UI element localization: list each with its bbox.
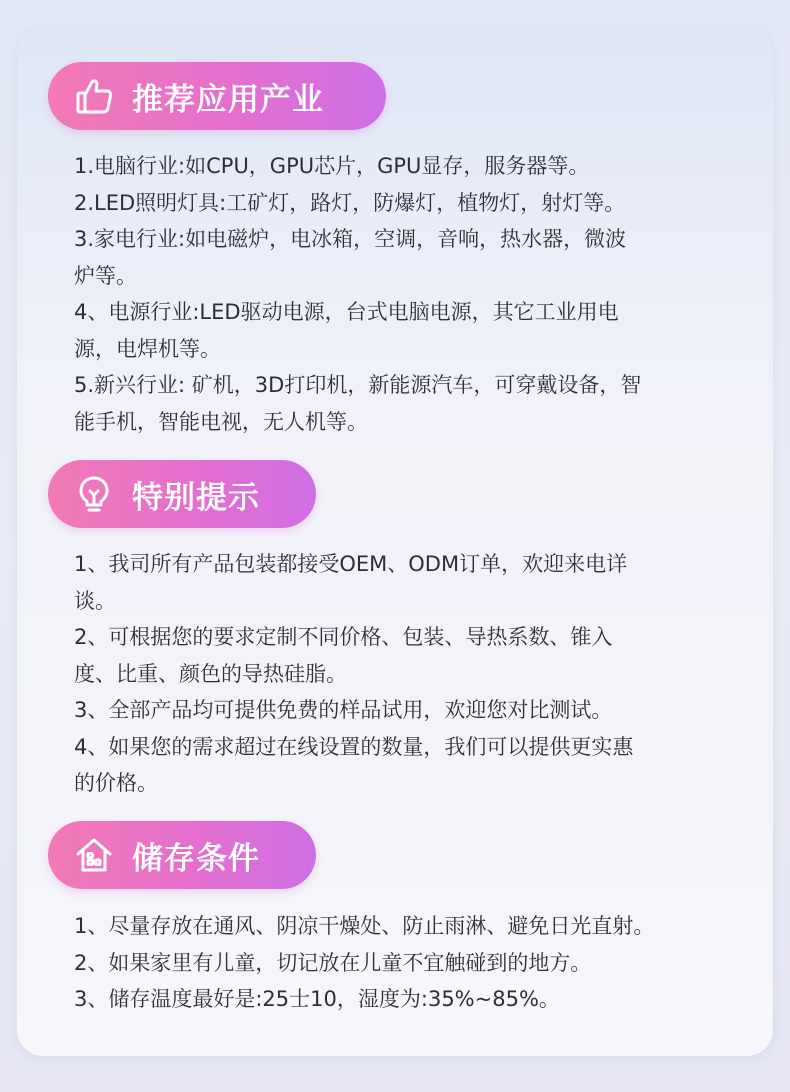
list-item: 源，电焊机等。 — [74, 336, 221, 361]
list-item: 3、全部产品均可提供免费的样品试用，欢迎您对比测试。 — [74, 698, 613, 722]
section-body — [74, 908, 744, 1018]
list-item: 3.家电行业:如电磁炉，电冰箱，空调，音响，热水器，微波 — [74, 227, 627, 251]
section-header-storage — [48, 821, 316, 889]
content-card — [17, 28, 773, 1056]
list-item: 炉等。 — [74, 263, 137, 288]
section-title: 推荐应用产业 — [132, 81, 324, 118]
list-item: 1、我司所有产品包装都接受OEM、ODM订单，欢迎来电详 — [74, 552, 628, 576]
list-item: 4、如果您的需求超过在线设置的数量，我们可以提供更实惠 — [74, 734, 634, 759]
list-item: 5.新兴行业: 矿机，3D打印机，新能源汽车，可穿戴设备，智 — [74, 373, 642, 397]
list-item: 1、尽量存放在通风、阴凉干燥处、防止雨淋、避免日光直射。 — [74, 914, 655, 938]
list-item: 3、储存温度最好是:25士10，湿度为:35%~85%。 — [74, 987, 560, 1011]
section-title: 特别提示 — [132, 479, 260, 516]
list-item: 谈。 — [74, 588, 116, 613]
section-body — [74, 148, 744, 440]
list-item: 1.电脑行业:如CPU，GPU芯片，GPU显存，服务器等。 — [74, 154, 590, 178]
lightbulb-icon — [72, 472, 116, 516]
section-header-applications — [48, 62, 386, 130]
list-item: 2、可根据您的要求定制不同价格、包装、导热系数、锥入 — [74, 625, 613, 649]
list-item: 2.LED照明灯具:工矿灯，路灯，防爆灯，植物灯，射灯等。 — [74, 190, 626, 215]
section-header-notice — [48, 460, 316, 528]
list-item: 度、比重、颜色的导热硅脂。 — [74, 661, 347, 686]
list-item: 的价格。 — [74, 771, 158, 795]
section-title: 储存条件 — [132, 840, 260, 877]
section-body — [74, 546, 744, 802]
list-item: 能手机，智能电视，无人机等。 — [74, 409, 368, 434]
list-item: 4、电源行业:LED驱动电源，台式电脑电源，其它工业用电 — [74, 300, 619, 324]
thumbs-up-icon — [72, 74, 116, 118]
list-item: 2、如果家里有儿童，切记放在儿童不宜触碰到的地方。 — [74, 950, 592, 975]
house-icon — [72, 833, 116, 877]
